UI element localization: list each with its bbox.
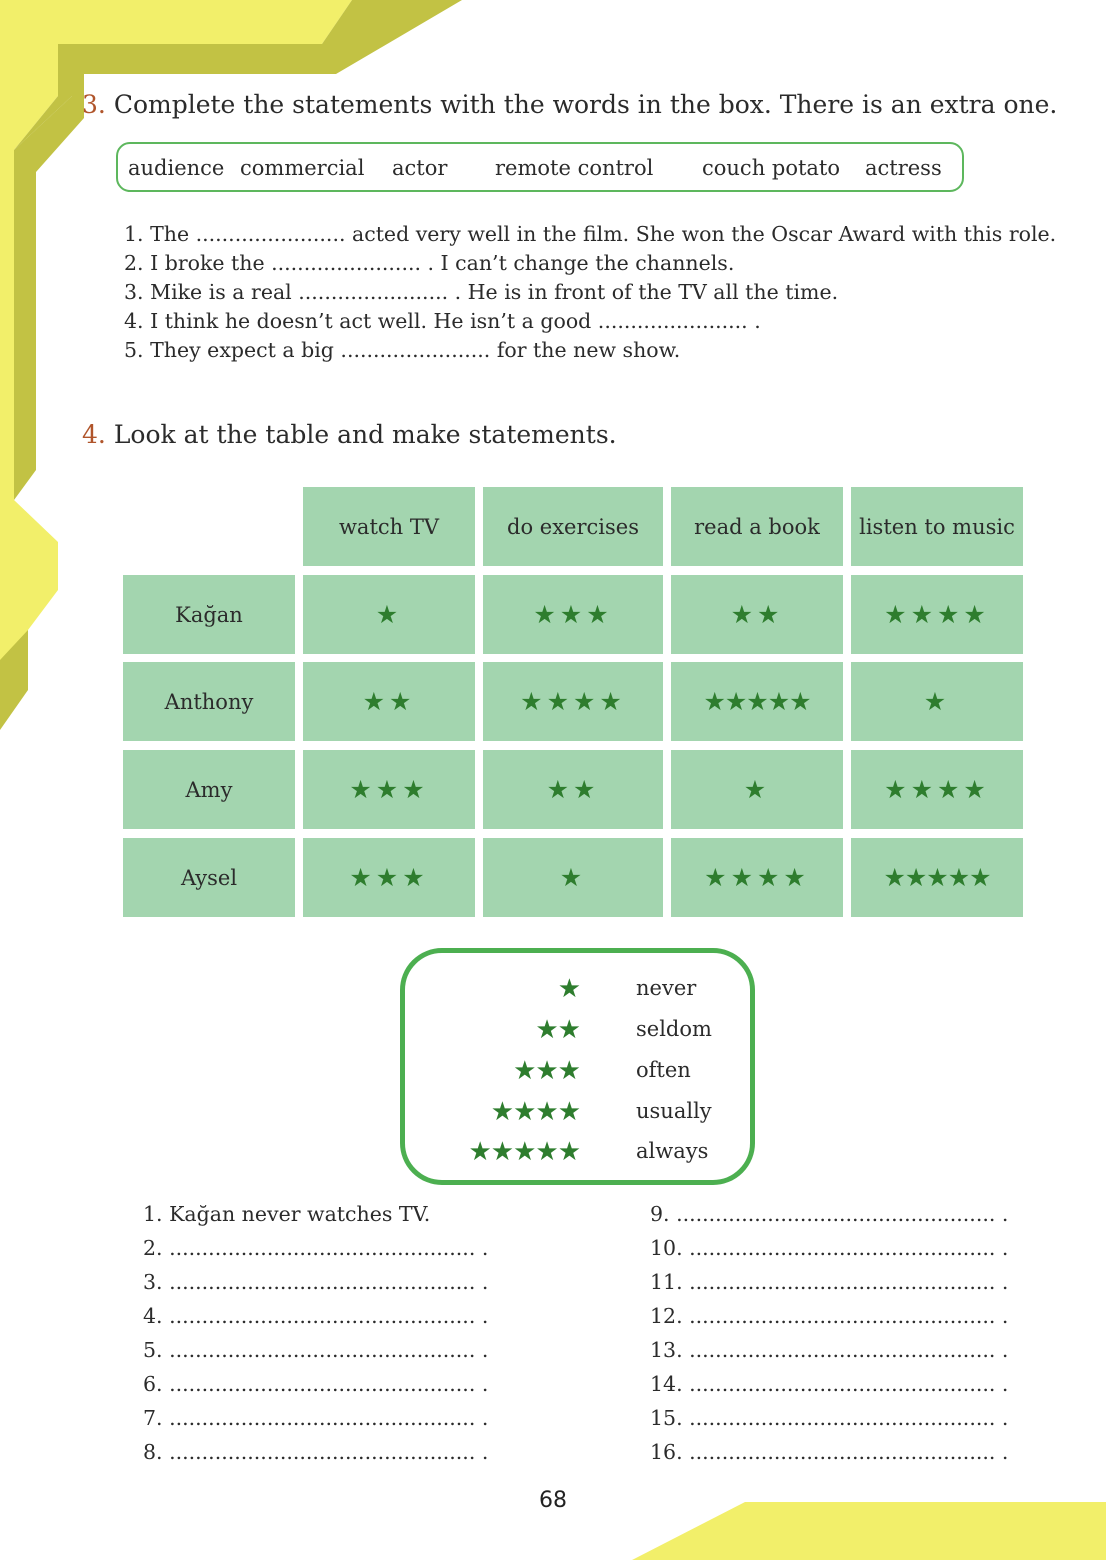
answer-line[interactable]: 4. ............................................... . [143,1304,489,1328]
star-icon: ★★★★ [884,600,990,629]
star-icon: ★★★★ [490,1097,580,1127]
exercise-3-instruction: Complete the statements with the words in the box. There is an extra one. [113,90,1058,119]
star-icon: ★★★★★ [883,863,991,892]
row-header: Anthony [123,662,295,741]
star-icon: ★ [923,687,951,716]
rating-cell [303,838,475,917]
legend-row [405,1097,750,1127]
star-icon: ★ [559,863,587,892]
answer-line[interactable]: 12. ............................................... . [650,1304,1009,1328]
word-remote-control: remote control [495,156,654,180]
legend-label: never [636,976,697,1000]
sentence-item: 5. They expect a big ....................... for the new show. [124,338,681,362]
star-legend [400,948,755,1185]
star-icon: ★★ [546,775,600,804]
word-actress: actress [865,156,942,180]
answer-line[interactable]: 16. ............................................... . [650,1440,1009,1464]
star-icon: ★★★★★ [468,1137,580,1167]
row-header: Kağan [123,575,295,654]
answer-line[interactable]: 3. ............................................... . [143,1270,489,1294]
star-icon: ★★ [362,687,416,716]
rating-cell [851,838,1023,917]
legend-row [405,1137,750,1167]
answer-line[interactable]: 15. ............................................... . [650,1406,1009,1430]
star-icon: ★★★★ [704,863,810,892]
legend-row [405,1015,750,1045]
rating-cell [483,662,663,741]
star-icon: ★ [557,974,580,1004]
word-box [116,142,964,192]
sentence-item: 4. I think he doesn’t act well. He isn’t a good ....................... . [124,309,761,333]
page-number: 68 [539,1488,567,1513]
legend-row [405,1056,750,1086]
rating-cell [671,662,843,741]
column-header: listen to music [851,487,1023,566]
star-icon: ★★ [535,1015,580,1045]
column-header: watch TV [303,487,475,566]
answer-line[interactable]: 13. ............................................... . [650,1338,1009,1362]
rating-cell [851,750,1023,829]
star-icon: ★★ [730,600,784,629]
star-icon: ★★★★★ [703,687,811,716]
star-icon: ★★★ [513,1056,580,1086]
rating-cell [851,662,1023,741]
rating-cell [303,575,475,654]
star-icon: ★ [743,775,771,804]
sentence-item: 1. The ....................... acted very well in the film. She won the Oscar Award with this role. [124,222,1057,246]
legend-label: often [636,1058,691,1082]
rating-cell [851,575,1023,654]
row-header: Aysel [123,838,295,917]
answer-line[interactable]: 2. ............................................... . [143,1236,489,1260]
star-icon: ★★★ [533,600,613,629]
exercise-3-heading [82,90,1057,119]
legend-label: always [636,1139,709,1163]
sentence-item: 2. I broke the ....................... . I can’t change the channels. [124,251,735,275]
answer-line[interactable]: 14. ............................................... . [650,1372,1009,1396]
sentence-item: 3. Mike is a real ....................... . He is in front of the TV all the time. [124,280,839,304]
answer-line[interactable]: 8. ............................................... . [143,1440,489,1464]
answer-line[interactable]: 10. ............................................... . [650,1236,1009,1260]
exercise-4-instruction: Look at the table and make statements. [113,420,617,449]
answer-line[interactable]: 7. ............................................... . [143,1406,489,1430]
rating-cell [483,750,663,829]
legend-label: seldom [636,1017,712,1041]
answer-line[interactable]: 9. ................................................. . [650,1202,1009,1226]
star-icon: ★★★★ [884,775,990,804]
word-couch-potato: couch potato [702,156,841,180]
rating-cell [671,575,843,654]
star-icon: ★ [375,600,403,629]
word-actor: actor [392,156,448,180]
rating-cell [303,750,475,829]
rating-cell [303,662,475,741]
star-icon: ★★★ [349,863,429,892]
rating-cell [483,838,663,917]
column-header: do exercises [483,487,663,566]
legend-row [405,974,750,1004]
answer-line[interactable]: 6. ............................................... . [143,1372,489,1396]
rating-cell [483,575,663,654]
exercise-4-heading [82,420,617,449]
star-icon: ★★★ [349,775,429,804]
column-header: read a book [671,487,843,566]
exercise-4-number: 4. [82,420,106,449]
answer-line: 1. Kağan never watches TV. [143,1202,431,1226]
star-icon: ★★★★ [520,687,626,716]
answer-line[interactable]: 5. ............................................... . [143,1338,489,1362]
legend-label: usually [636,1099,712,1123]
word-audience: audience [128,156,225,180]
row-header: Amy [123,750,295,829]
answer-line[interactable]: 11. ............................................... . [650,1270,1009,1294]
exercise-3-number: 3. [82,90,106,119]
exercise-3-sentences [124,220,1056,365]
rating-cell [671,750,843,829]
word-commercial: commercial [240,156,365,180]
rating-cell [671,838,843,917]
